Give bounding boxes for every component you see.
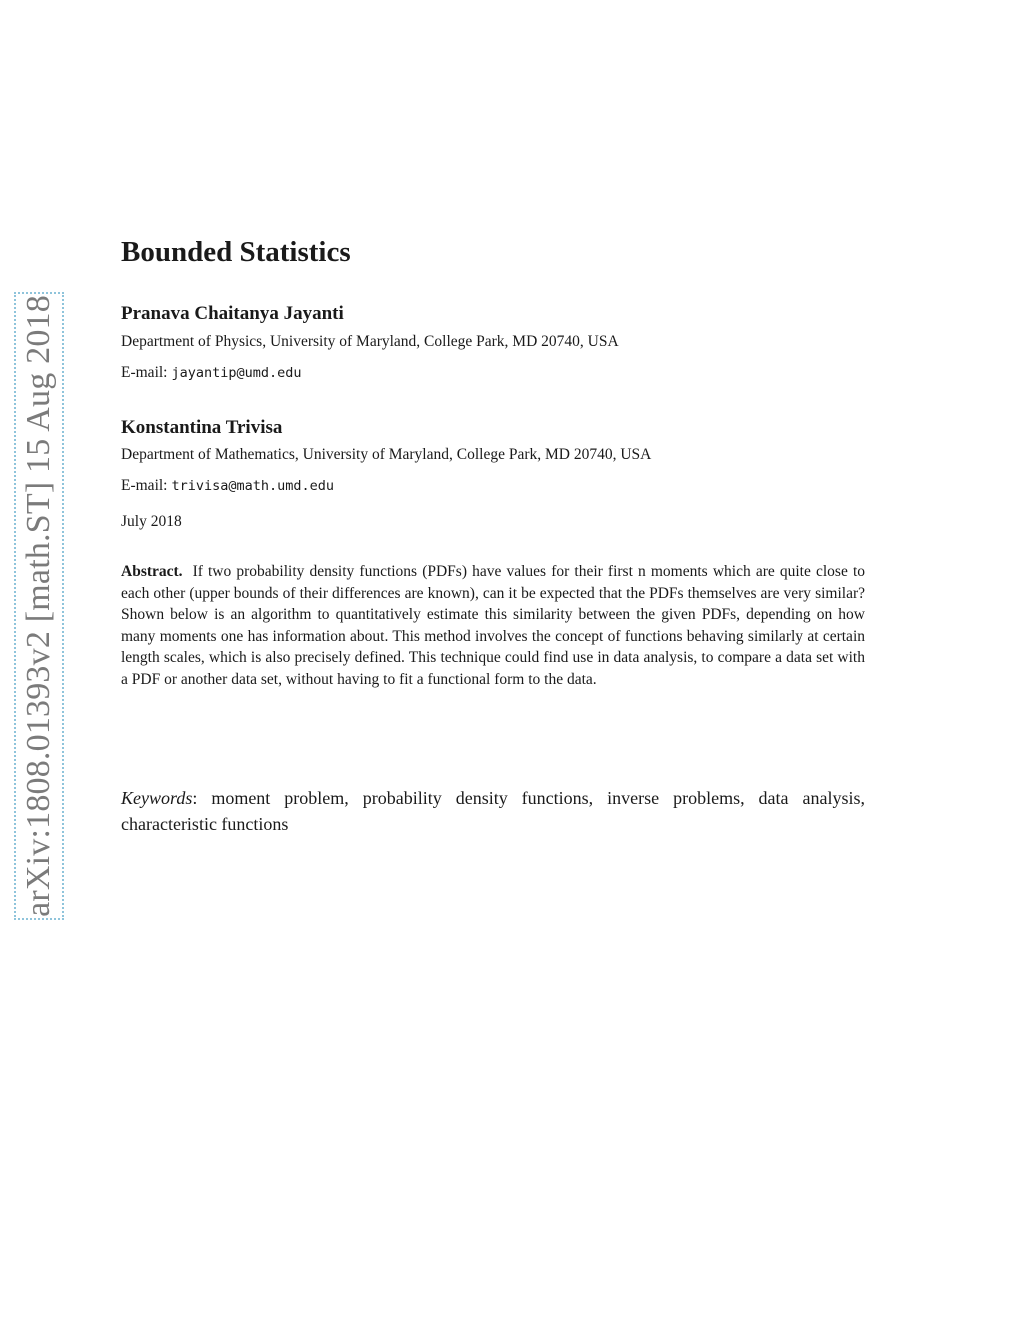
abstract-text: If two probability density functions (PDFs) have values for their first n moments which are quite close to each other (upper bounds of their differences are known), can it be expected that the PDFs themselves are very similar? Shown below is an algorithm to quantitatively estimate this similarity between the given PDFs, depending on how many moments one has information about. This method involves the concept of functions behaving similarly at certain length scales, which is also precisely defined. This technique could find use in data analysis, to compare a data set with a PDF or another data set, without having to fit a functional form to the data. bbox=[121, 563, 865, 688]
abstract-label: Abstract. bbox=[121, 563, 183, 580]
email-address[interactable]: trivisa@math.umd.edu bbox=[171, 478, 335, 494]
keywords-label: Keywords bbox=[121, 788, 193, 808]
arxiv-sidebar-stamp bbox=[14, 292, 64, 920]
author-name: Konstantina Trivisa bbox=[121, 417, 283, 438]
author-name: Pranava Chaitanya Jayanti bbox=[121, 303, 344, 324]
email-address[interactable]: jayantip@umd.edu bbox=[171, 365, 302, 381]
author-email-line bbox=[121, 364, 302, 382]
publication-date: July 2018 bbox=[121, 513, 182, 530]
email-label: E-mail: bbox=[121, 364, 168, 381]
abstract bbox=[121, 561, 865, 691]
author-email-line bbox=[121, 477, 334, 495]
email-label: E-mail: bbox=[121, 477, 168, 494]
author-affiliation: Department of Mathematics, University of Maryland, College Park, MD 20740, USA bbox=[121, 446, 652, 463]
keywords bbox=[121, 785, 865, 837]
paper-title: Bounded Statistics bbox=[121, 236, 351, 268]
arxiv-identifier: arXiv:1808.01393v2 [math.ST] 15 Aug 2018 bbox=[20, 295, 57, 917]
author-affiliation: Department of Physics, University of Maryland, College Park, MD 20740, USA bbox=[121, 333, 619, 350]
keywords-text: : moment problem, probability density functions, inverse problems, data analysis, characteristic functions bbox=[121, 788, 865, 834]
